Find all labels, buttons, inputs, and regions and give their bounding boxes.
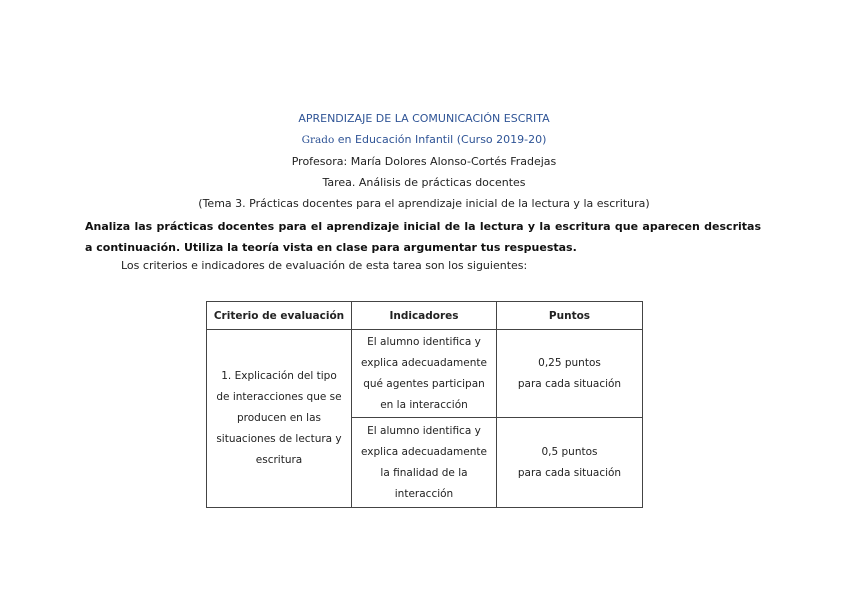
theme-line: (Tema 3. Prácticas docentes para el aprendizaje inicial de la lectura y la escritura) (198, 197, 650, 210)
criterion-line: escritura (255, 454, 303, 466)
indicator-line: El alumno identifica y (367, 335, 481, 348)
indicator-line: en la interacción (380, 398, 468, 411)
indicator-line: explica adecuadamente (361, 356, 487, 369)
header-criterion: Criterio de evaluación (207, 302, 352, 330)
criterion-line: situaciones de lectura y (216, 433, 342, 445)
points-cell (497, 418, 643, 508)
indicator-line: interacción (394, 487, 454, 500)
points-value: 0,5 puntos (541, 445, 598, 458)
criterion-line: de interacciones que se (216, 391, 342, 403)
indicator-cell (352, 418, 497, 508)
indicator-cell (352, 330, 497, 418)
table-header-row (207, 302, 643, 330)
criterion-line: 1. Explicación del tipo (221, 370, 337, 382)
points-value: 0,25 puntos (538, 356, 601, 369)
indicator-line: explica adecuadamente (361, 445, 487, 458)
course-title: APRENDIZAJE DE LA COMUNICACIÓN ESCRITA (298, 112, 550, 125)
criteria-intro: Los criterios e indicadores de evaluación de esta tarea son los siguientes: (121, 259, 528, 272)
evaluation-table (206, 301, 643, 508)
indicator-line: qué agentes participan (363, 377, 485, 390)
professor-line: Profesora: María Dolores Alonso-Cortés Fradejas (291, 155, 557, 168)
indicator-line: la finalidad de la (380, 466, 468, 479)
points-note: para cada situación (517, 377, 622, 390)
indicator-line: El alumno identifica y (367, 424, 481, 437)
instructions-paragraph: Analiza las prácticas docentes para el aprendizaje inicial de la lectura y la escritura que aparecen descritas a continuación. Utiliza la teoría vista en clase para argumentar tus respuestas. (85, 220, 761, 254)
degree-word: Grado (301, 134, 335, 146)
header-points: Puntos (497, 302, 643, 330)
points-cell (497, 330, 643, 418)
header-indicators: Indicadores (352, 302, 497, 330)
table-row (207, 330, 643, 418)
degree-line (0, 133, 848, 147)
criterion-line: producen en las (237, 412, 321, 424)
task-title: Tarea. Análisis de prácticas docentes (322, 176, 526, 189)
degree-program: en Educación Infantil (Curso 2019-20) (334, 133, 547, 146)
points-note: para cada situación (517, 466, 622, 479)
criterion-cell (207, 330, 352, 508)
